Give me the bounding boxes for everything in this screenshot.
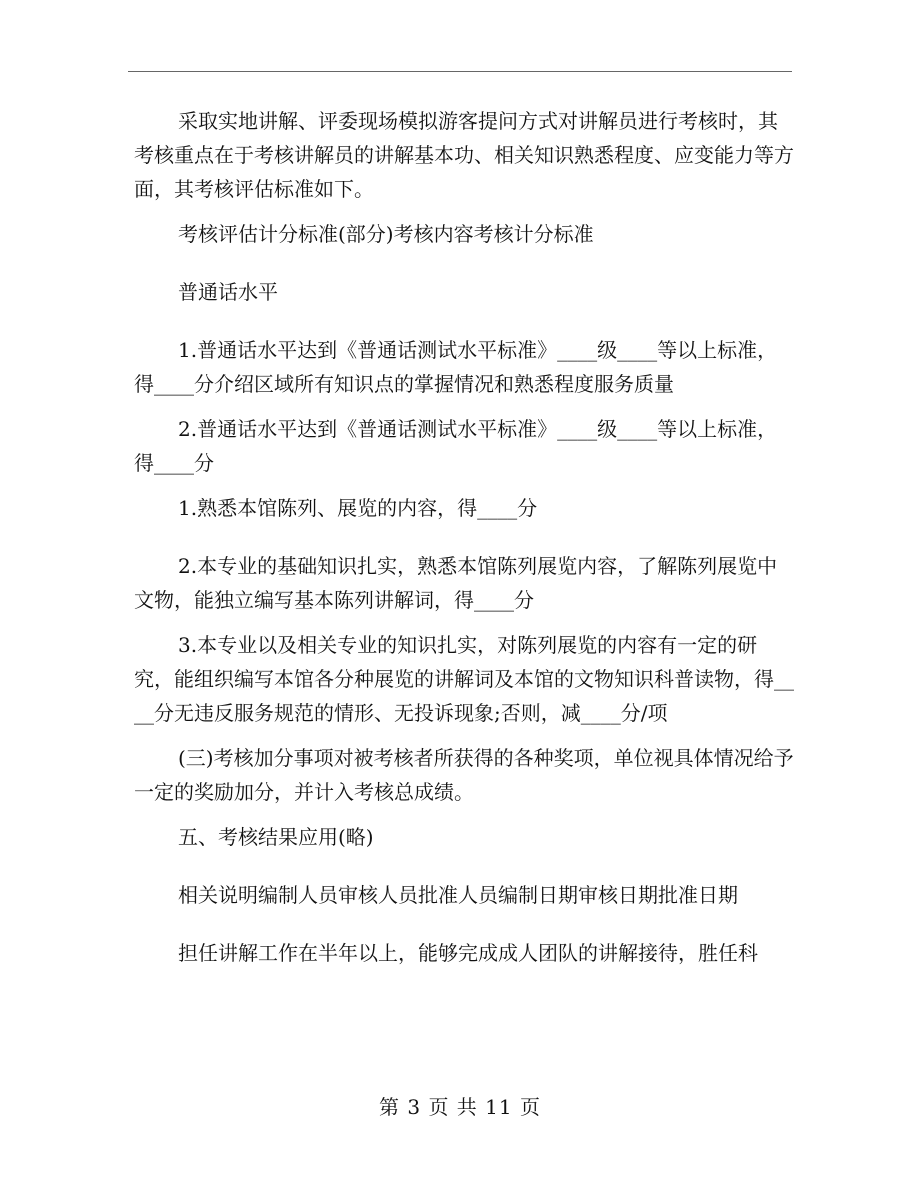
- paragraph: 1.普通话水平达到《普通话测试水平标准》____级____等以上标准，得____分介绍区域所有知识点的掌握情况和熟悉程度服务质量: [134, 338, 778, 396]
- paragraph: 相关说明编制人员审核人员批准人员编制日期审核日期批准日期: [178, 883, 738, 907]
- paragraph: 采取实地讲解、评委现场模拟游客提问方式对讲解员进行考核时，其考核重点在于考核讲解员的讲解基本功、相关知识熟悉程度、应变能力等方面，其考核评估标准如下。: [134, 109, 794, 201]
- paragraph: 2.普通话水平达到《普通话测试水平标准》____级____等以上标准，得____分: [134, 417, 778, 475]
- paragraph: (三)考核加分事项对被考核者所获得的各种奖项，单位视具体情况给予一定的奖励加分，并计入考核总成绩。: [134, 746, 794, 804]
- paragraph: 3.本专业以及相关专业的知识扎实，对陈列展览的内容有一定的研究，能组织编写本馆各分种展览的讲解词及本馆的文物知识科普读物，得____分无违反服务规范的情形、无投诉现象;否则，减____分/项: [134, 633, 794, 725]
- document-body: [134, 104, 794, 981]
- paragraph: 2.本专业的基础知识扎实，熟悉本馆陈列展览内容，了解陈列展览中文物，能独立编写基本陈列讲解词，得____分: [134, 554, 778, 612]
- header-rule: [128, 71, 792, 72]
- paragraph: 五、考核结果应用(略): [178, 825, 374, 849]
- paragraph: 考核评估计分标准(部分)考核内容考核计分标准: [178, 222, 594, 246]
- paragraph: 1.熟悉本馆陈列、展览的内容，得____分: [178, 496, 538, 520]
- page-number-footer: 第 3 页 共 11 页: [379, 1095, 541, 1119]
- paragraph: 担任讲解工作在半年以上，能够完成成人团队的讲解接待，胜任科: [178, 941, 758, 965]
- paragraph: 普通话水平: [178, 280, 278, 304]
